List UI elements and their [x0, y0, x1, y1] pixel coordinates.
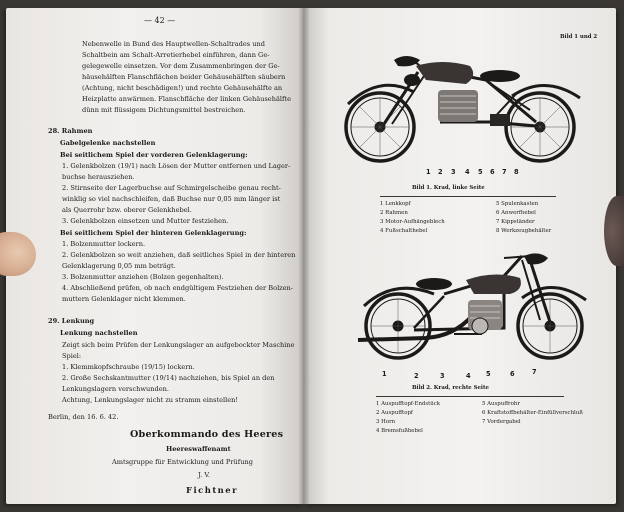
instruction-line: 3. Gelenkbolzen einsetzen und Mutter festziehen.: [62, 217, 229, 225]
legend-item: 3 Horn: [376, 419, 396, 425]
instruction-line: 2. Große Sechskantmutter (19/14) nachziehen, bis Spiel an den: [62, 374, 275, 382]
signature-office: Heereswaffenamt: [166, 445, 231, 453]
legend-item: 2 Auspufftopf: [376, 410, 413, 416]
instruction-line: 1. Bolzenmutter lockern.: [62, 240, 146, 248]
figure-1-number: 8: [514, 168, 519, 176]
legend-item: 7 Vordergabel: [482, 419, 521, 425]
figure-1-number: 3: [451, 168, 456, 176]
instruction-line: buchse herausziehen.: [62, 173, 135, 181]
motorcycle-left-side-illustration: [340, 52, 596, 172]
section-28-subheading-front: Bei seitlichem Spiel der vorderen Gelenklagerung:: [60, 151, 248, 159]
instruction-line: als Querrohr bzw. oberer Gelenkhebel.: [62, 206, 192, 214]
legend-item: 1 Auspufftopf-Endstück: [376, 401, 441, 407]
intro-line: Schaltbein am Schalt-Arretierhebel einführen, dann Ge-: [82, 51, 270, 59]
figure-2-number: 5: [486, 370, 491, 378]
legend-item: 8 Werkzeugbehälter: [496, 228, 552, 234]
instruction-line: Gelenklagerung 0,05 mm beträgt.: [62, 262, 176, 270]
motorcycle-right-side-illustration: [354, 250, 590, 370]
figure-1-number: 1: [426, 168, 431, 176]
legend-item: 5 Auspuffrohr: [482, 401, 520, 407]
intro-line: Heizplatte anwärmen. Flanschfläche der linken Gehäusehälfte: [82, 95, 291, 103]
figure-2-number: 3: [440, 372, 445, 380]
legend-item: 4 Fußschalthebel: [380, 228, 428, 234]
legend-item: 7 Kippständer: [496, 219, 535, 225]
instruction-line: winklig so viel nachschleifen, daß Buchse nur 0,05 mm länger ist: [62, 195, 281, 203]
figure-2-caption: Bild 2. Krad, rechte Seite: [412, 385, 489, 391]
intro-line: Nebenwelle in Bund des Hauptwellen-Schaltrades und: [82, 40, 265, 48]
book-gutter: [298, 8, 310, 504]
figure-1-caption: Bild 1. Krad, linke Seite: [412, 185, 485, 191]
signature-name: Fichtner: [186, 485, 239, 495]
instruction-line: 2. Gelenkbolzen so weit anziehen, daß seitliches Spiel in der hinteren: [62, 251, 296, 259]
figure-1-number: 7: [502, 168, 507, 176]
instruction-line: Spiel:: [62, 352, 82, 360]
legend-item: 1 Lenkkopf: [380, 201, 411, 207]
instruction-line: Lenkungslagern verschwunden.: [62, 385, 169, 393]
section-28-title: 28. Rahmen: [48, 127, 93, 135]
section-29-subtitle: Lenkung nachstellen: [60, 329, 138, 337]
intro-line: dünn mit flüssigem Dichtungsmittel bestreichen.: [82, 106, 246, 114]
intro-line: (Achtung, nicht beschädigen!) und rechte Gehäusehälfte an: [82, 84, 283, 92]
legend-item: 2 Rahmen: [380, 210, 408, 216]
intro-line: häusehälften Flanschflächen beider Gehäusehälften säubern: [82, 73, 286, 81]
page-number: — 42 —: [144, 16, 176, 25]
finger: [604, 196, 624, 266]
legend-item: 6 Kraftstoffbehälter-Einfüllverschluß: [482, 410, 583, 416]
figure-1-number: 2: [438, 168, 443, 176]
figure-2-number: 4: [466, 372, 471, 380]
figure-2-number: 1: [382, 370, 387, 378]
figure-1-number: 4: [465, 168, 470, 176]
legend-item: 4 Bremsfußhebel: [376, 428, 423, 434]
intro-line: gelegewelle einsetzen. Vor dem Zusammenbringen der Ge-: [82, 62, 280, 70]
instruction-line: 3. Bolzenmutter anziehen (Bolzen gegenhalten).: [62, 273, 224, 281]
signature-group: Amtsgruppe für Entwicklung und Prüfung: [112, 458, 253, 466]
legend-item: 6 Anwerfhebel: [496, 210, 536, 216]
signature-authority: Oberkommando des Heeres: [130, 429, 284, 440]
caption-rule: [380, 196, 556, 197]
instruction-line: 1. Klemmkopfschraube (19/15) lockern.: [62, 363, 195, 371]
instruction-line: muttern Gelenklager nicht klemmen.: [62, 295, 186, 303]
figure-1-number: 5: [478, 168, 483, 176]
caption-rule: [376, 396, 564, 397]
section-28-subheading-rear: Bei seitlichem Spiel der hinteren Gelenklagerung:: [60, 229, 247, 237]
figure-header: Bild 1 und 2: [560, 34, 598, 40]
figure-2-number: 6: [510, 370, 515, 378]
signature-iv: J. V.: [198, 471, 211, 479]
section-28-subtitle: Gabelgelenke nachstellen: [60, 139, 156, 147]
figure-2-number: 2: [414, 372, 419, 380]
instruction-line: 4. Abschließend prüfen, ob nach endgültigem Festziehen der Bolzen-: [62, 284, 294, 292]
place-date: Berlin, den 16. 6. 42.: [48, 413, 119, 421]
legend-item: 5 Spulenkasten: [496, 201, 539, 207]
instruction-line: 2. Stirnseite der Lagerbuchse auf Schmirgelscheibe genau recht-: [62, 184, 281, 192]
figure-1-number: 6: [490, 168, 495, 176]
instruction-line: 1. Gelenkbolzen (19/1) nach Lösen der Mutter entfernen und Lager-: [62, 162, 291, 170]
instruction-line: Achtung, Lenkungslager nicht zu stramm einstellen!: [62, 396, 239, 404]
figure-2-number: 7: [532, 368, 537, 376]
legend-item: 3 Motor-Aufhängeblech: [380, 219, 445, 225]
section-29-title: 29. Lenkung: [48, 317, 95, 325]
instruction-line: Zeigt sich beim Prüfen der Lenkungslager an aufgebockter Maschine: [62, 341, 295, 349]
